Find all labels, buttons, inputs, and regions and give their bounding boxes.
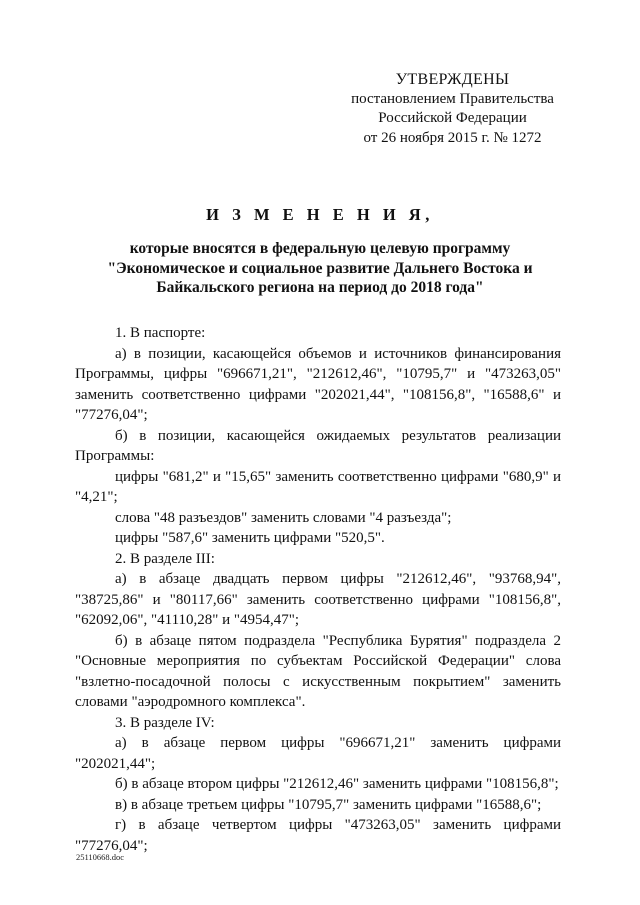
document-heading — [80, 205, 560, 298]
body-paragraph: б) в абзаце пятом подраздела "Республика Бурятия" подраздела 2 "Основные мероприятия по субъектам Российской Федерации" слова "взлетно-посадочной полосы с искусственным покрытием" заменить словами "аэродромного комплекса". — [75, 632, 561, 710]
body-paragraph: в) в абзаце третьем цифры "10795,7" заменить цифрами "16588,6"; — [115, 796, 542, 813]
body-paragraph: б) в абзаце втором цифры "212612,46" заменить цифрами "108156,8"; — [115, 776, 559, 792]
footer-file-code: 25110668.doc — [76, 852, 125, 862]
approval-line: постановлением Правительства — [351, 90, 554, 107]
body-paragraph: а) в абзаце первом цифры "696671,21" заменить цифрами "202021,44"; — [75, 735, 561, 772]
body-paragraph: б) в позиции, касающейся ожидаемых результатов реализации Программы: — [75, 427, 561, 464]
approval-stamp: УТВЕРЖДЕНЫ — [395, 71, 510, 88]
approval-line: Российской Федерации — [378, 110, 527, 126]
section-heading: 1. В паспорте: — [115, 325, 206, 341]
section-heading: 2. В разделе III: — [115, 550, 215, 567]
document-subtitle — [80, 239, 560, 298]
section-heading: 3. В разделе IV: — [115, 714, 215, 731]
body-paragraph: слова "48 разъездов" заменить словами "4 разъезда"; — [115, 509, 452, 526]
subtitle-line: "Экономическое и социальное развитие Дальнего Востока и — [107, 259, 533, 277]
approval-date-number: от 26 ноября 2015 г. № 1272 — [363, 129, 542, 146]
body-paragraph: цифры "587,6" заменить цифрами "520,5". — [115, 530, 385, 546]
document-title: И З М Е Н Е Н И Я, — [206, 205, 434, 224]
body-paragraph: а) в позиции, касающейся объемов и источников финансирования Программы, цифры "696671,21", "212612,46", "10795,7" и "473263,05" заменить соответственно цифрами "202021,44", "108156,8", "16588,6" и "77276,04"; — [75, 345, 561, 423]
body-paragraph: а) в абзаце двадцать первом цифры "212612,46", "93768,94", "38725,86" и "80117,66" заменить соответственно цифрами "108156,8", "62092,06", "41110,28" и "4954,47"; — [75, 571, 561, 628]
document-body — [75, 323, 561, 856]
body-paragraph: цифры "681,2" и "15,65" заменить соответственно цифрами "680,9" и "4,21"; — [75, 468, 561, 505]
subtitle-line: которые вносятся в федеральную целевую программу — [129, 240, 511, 257]
subtitle-line: Байкальского региона на период до 2018 года" — [156, 279, 484, 296]
body-paragraph: г) в абзаце четвертом цифры "473263,05" заменить цифрами "77276,04"; — [75, 817, 561, 854]
approval-block — [345, 70, 560, 148]
